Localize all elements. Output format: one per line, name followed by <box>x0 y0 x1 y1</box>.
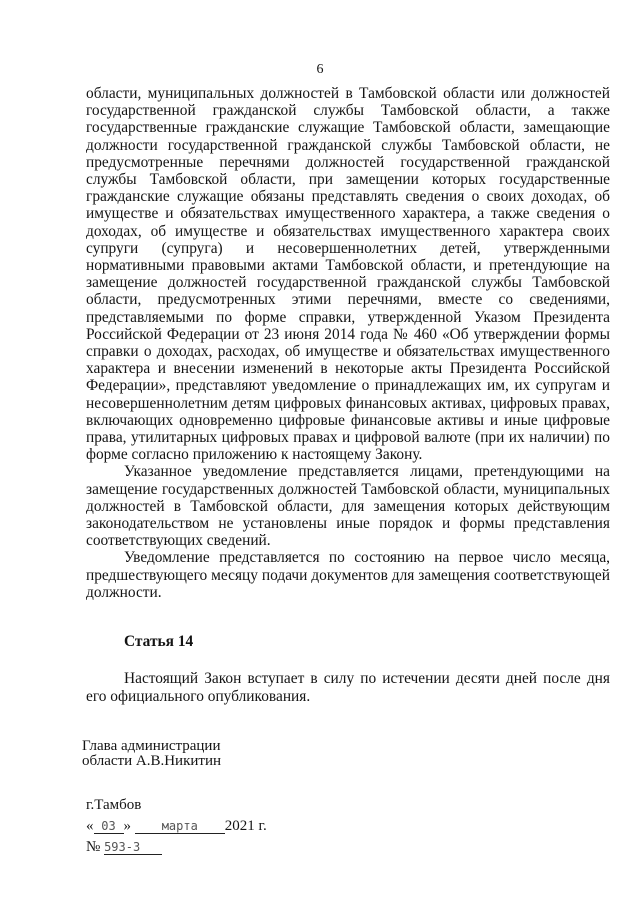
number-label: № <box>86 839 101 855</box>
signature-title: Глава администрации <box>82 738 221 754</box>
article-heading: Статья 14 <box>124 633 194 650</box>
paragraph-entry-into-force: Настоящий Закон вступает в силу по истечении десяти дней после дня его официального опубликования. <box>86 670 610 705</box>
place: г.Тамбов <box>86 797 142 813</box>
date-close-quote: » <box>123 818 131 834</box>
final-text <box>86 670 610 706</box>
paragraph-continuation: области, муниципальных должностей в Тамбовской области или должностей государственной гражданской службы Тамбовской области, а также государственные гражданские служащие Тамбовской области, замещающие должности государственной гражданской службы Тамбовской области, не предусмотренные перечнями должностей государственной гражданской службы Тамбовской области, при замещении которых государственные гражданские служащие обязаны представлять сведения о своих доходах, об имуществе и обязательствах имущественного характера, а также сведения о доходах, об имуществе и обязательствах имущественного характера своих супруги (супруга) и несовершеннолетних детей, утвержденными нормативными правовыми актами Тамбовской области, и претендующие на замещение должностей государственной гражданской службы Тамбовской области, предусмотренных этими перечнями, вместе со сведениями, представляемыми по форме справки, утвержденной Указом Президента Российской Федерации от 23 июня 2014 года № 460 «Об утверждении формы справки о доходах, расходах, об имуществе и обязательствах имущественного характера и внесении изменений в некоторые акты Президента Российской Федерации», представляют уведомление о принадлежащих им, их супругам и несовершеннолетним детям цифровых финансовых активах, цифровых правах, включающих одновременно цифровые финансовые активы и иные цифровые права, утилитарных цифровых правах и цифровой валюте (при их наличии) по форме согласно приложению к настоящему Закону. <box>86 85 610 464</box>
page-number: 6 <box>316 62 324 77</box>
date-line <box>86 816 267 837</box>
paragraph-notice-date: Уведомление представляется по состоянию на первое число месяца, предшествующего месяцу подачи документов для замещения соответствующей должности. <box>86 549 610 601</box>
place-date-number <box>86 795 267 858</box>
signature-name: области А.В.Никитин <box>82 753 222 769</box>
date-open-quote: « <box>86 818 94 834</box>
date-month: марта <box>135 819 225 834</box>
date-year: 2021 г. <box>224 818 267 834</box>
signature-block <box>82 739 221 769</box>
number-value: 593-З <box>104 840 162 855</box>
paragraph-notice: Указанное уведомление представляется лицами, претендующими на замещение государственных должностей Тамбовской области, муниципальных должностей в Тамбовской области, для замещения которых действующим законодательством не установлены иные порядок и формы представления соответствующих сведений. <box>86 463 610 550</box>
date-day: 03 <box>94 819 124 834</box>
number-line <box>86 837 267 858</box>
body-text <box>86 85 610 601</box>
